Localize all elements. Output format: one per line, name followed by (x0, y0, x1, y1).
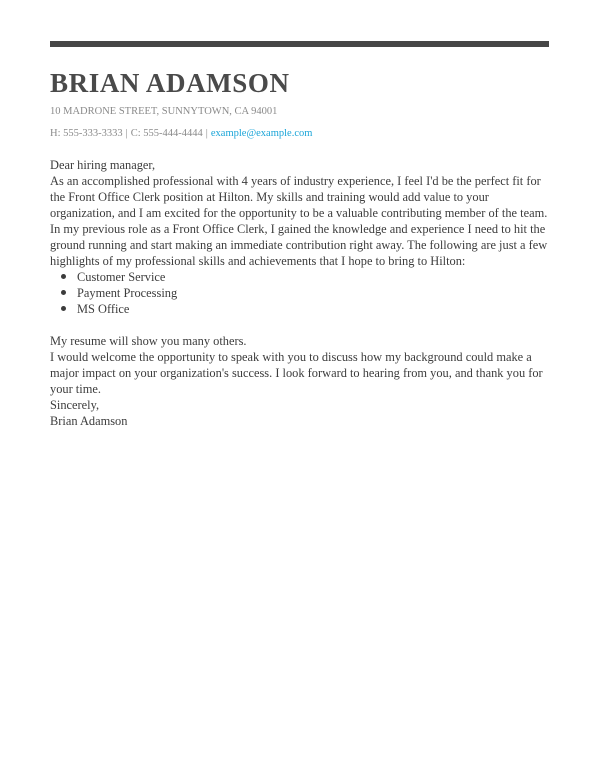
contact-line (50, 127, 550, 141)
paragraph-intro: As an accomplished professional with 4 years of industry experience, I feel I'd be the perfect fit for the Front Office Clerk position at Hilton. My skills and training would add value to your organization, and I am excited for the opportunity to be a valuable contributing member of the team. (50, 174, 548, 220)
contact-separator: | (125, 128, 128, 139)
bullet-icon (61, 274, 66, 279)
skill-item: Payment Processing (50, 285, 555, 301)
bullet-icon (61, 306, 66, 311)
address-line: 10 MADRONE STREET, SUNNYTOWN, CA 94001 (50, 106, 278, 117)
cell-phone: C: 555-444-4444 (130, 128, 203, 139)
closing: Sincerely, (50, 398, 100, 412)
skills-list (50, 269, 555, 317)
home-phone: H: 555-333-3333 (50, 128, 123, 139)
paragraph-experience: In my previous role as a Front Office Clerk, I gained the knowledge and experience I need to hit the ground running and start making an immediate contribution right away. The following are just a few highlights of my professional skills and achievements that I hope to bring to Hilton: (50, 222, 548, 268)
paragraph-closing: I would welcome the opportunity to speak with you to discuss how my background could make a major impact on your organization's success. I look forward to hearing from you, and thank you for your time. (50, 350, 543, 396)
email-link[interactable]: example@example.com (210, 128, 313, 139)
top-rule (50, 41, 549, 47)
letter-body (50, 157, 555, 429)
letter-header (50, 67, 550, 141)
contact-separator: | (205, 128, 208, 139)
salutation: Dear hiring manager, (50, 158, 156, 172)
signature: Brian Adamson (50, 414, 128, 428)
skill-item: Customer Service (50, 269, 555, 285)
paragraph-resume: My resume will show you many others. (50, 334, 247, 348)
skill-item: MS Office (50, 301, 555, 317)
applicant-name: BRIAN ADAMSON (50, 68, 290, 98)
bullet-icon (61, 290, 66, 295)
